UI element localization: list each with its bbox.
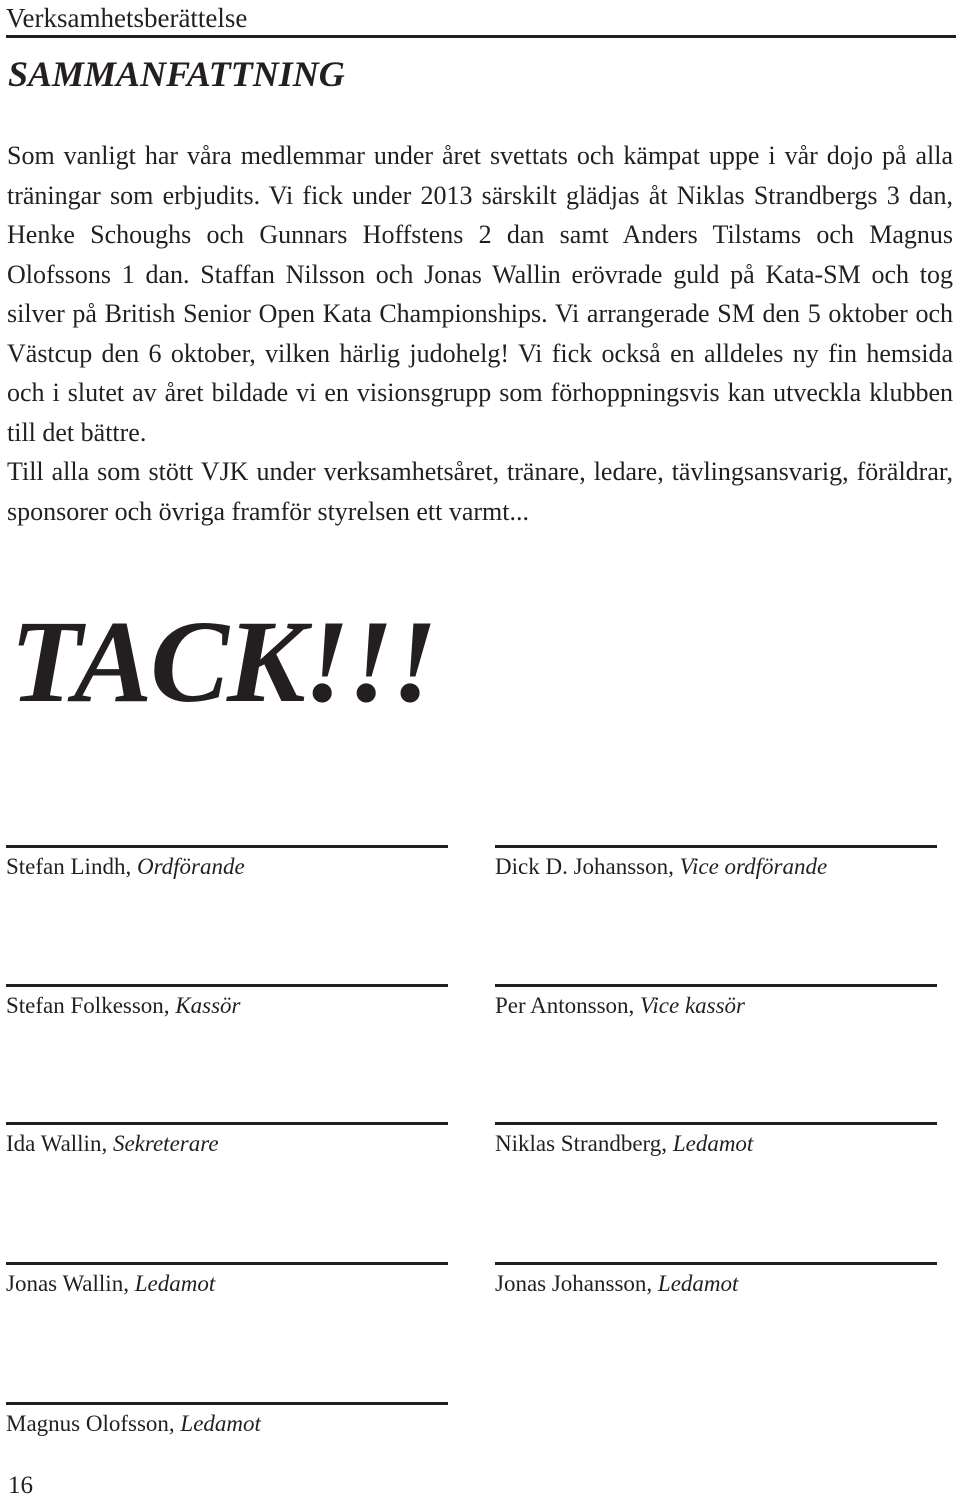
signature-line: [6, 1262, 448, 1265]
signature-caption: [6, 1409, 451, 1439]
signature-line: [495, 1262, 937, 1265]
signature-caption: [6, 1129, 451, 1159]
signatory-name: Stefan Folkesson,: [6, 993, 176, 1018]
signature-block-chair: [6, 845, 451, 882]
summary-text: [7, 136, 953, 531]
signatory-name: Dick D. Johansson,: [495, 854, 680, 879]
signature-caption: [495, 991, 940, 1021]
signatory-name: Magnus Olofsson,: [6, 1411, 181, 1436]
signature-line: [6, 984, 448, 987]
signature-line: [495, 1122, 937, 1125]
signatory-name: Jonas Wallin,: [6, 1271, 135, 1296]
signature-block-member-johansson: [495, 1262, 940, 1299]
signatory-role: Ordförande: [136, 854, 245, 879]
signatory-name: Ida Wallin,: [6, 1131, 113, 1156]
signatory-name: Stefan Lindh,: [6, 854, 137, 879]
signature-caption: [495, 852, 940, 882]
signature-caption: [6, 852, 451, 882]
thanks-heading: TACK!!!: [10, 596, 436, 727]
signatory-name: Niklas Strandberg,: [495, 1131, 673, 1156]
signature-caption: [6, 991, 451, 1021]
page-number: 16: [8, 1472, 33, 1499]
signature-caption: [495, 1129, 940, 1159]
signature-line: [495, 845, 937, 848]
signatory-role: Ledamot: [180, 1411, 261, 1436]
signatory-name: Per Antonsson,: [495, 993, 641, 1018]
section-title: SAMMANFATTNING: [8, 54, 345, 94]
running-header: Verksamhetsberättelse: [6, 3, 248, 33]
signatory-role: Kassör: [175, 993, 241, 1018]
signature-block-member-wallin: [6, 1262, 451, 1299]
signatory-role: Vice ordförande: [679, 854, 828, 879]
summary-paragraph-1: Som vanligt har våra medlemmar under året svettats och kämpat uppe i vår dojo på alla träningar som erbjudits. Vi fick under 2013 särskilt glädjas åt Niklas Strandbergs 3 dan, Henke Schoughs och Gunnars Hoffstens 2 dan samt Anders Tilstams och Magnus Olofssons 1 dan. Staffan Nilsson och Jonas Wallin erövrade guld på Kata-SM och tog silver på British Senior Open Kata Championships. Vi arrangerade SM den 5 oktober och Västcup den 6 oktober, vilken härlig judohelg! Vi fick också en alldeles ny fin hemsida och i slutet av året bildade vi en visionsgrupp som förhoppningsvis kan utveckla klubben till det bättre.: [7, 141, 953, 447]
signature-block-vice-chair: [495, 845, 940, 882]
signature-block-member-strandberg: [495, 1122, 940, 1159]
signature-caption: [495, 1269, 940, 1299]
signature-line: [495, 984, 937, 987]
signature-block-treasurer: [6, 984, 451, 1021]
signature-line: [6, 1402, 448, 1405]
signatory-role: Ledamot: [672, 1131, 754, 1156]
summary-paragraph-2: Till alla som stött VJK under verksamhetsåret, tränare, ledare, tävlingsansvarig, föräldrar, sponsorer och övriga framför styrelsen ett varmt...: [7, 457, 953, 526]
signatory-role: Sekreterare: [112, 1131, 219, 1156]
signatory-name: Jonas Johansson,: [495, 1271, 658, 1296]
signature-line: [6, 845, 448, 848]
signatory-role: Ledamot: [657, 1271, 739, 1296]
signatory-role: Vice kassör: [640, 993, 746, 1018]
header-rule: [6, 35, 956, 38]
signatory-role: Ledamot: [134, 1271, 216, 1296]
signature-line: [6, 1122, 448, 1125]
signature-block-member-olofsson: [6, 1402, 451, 1439]
signature-block-vice-treasurer: [495, 984, 940, 1021]
signature-block-secretary: [6, 1122, 451, 1159]
signature-caption: [6, 1269, 451, 1299]
